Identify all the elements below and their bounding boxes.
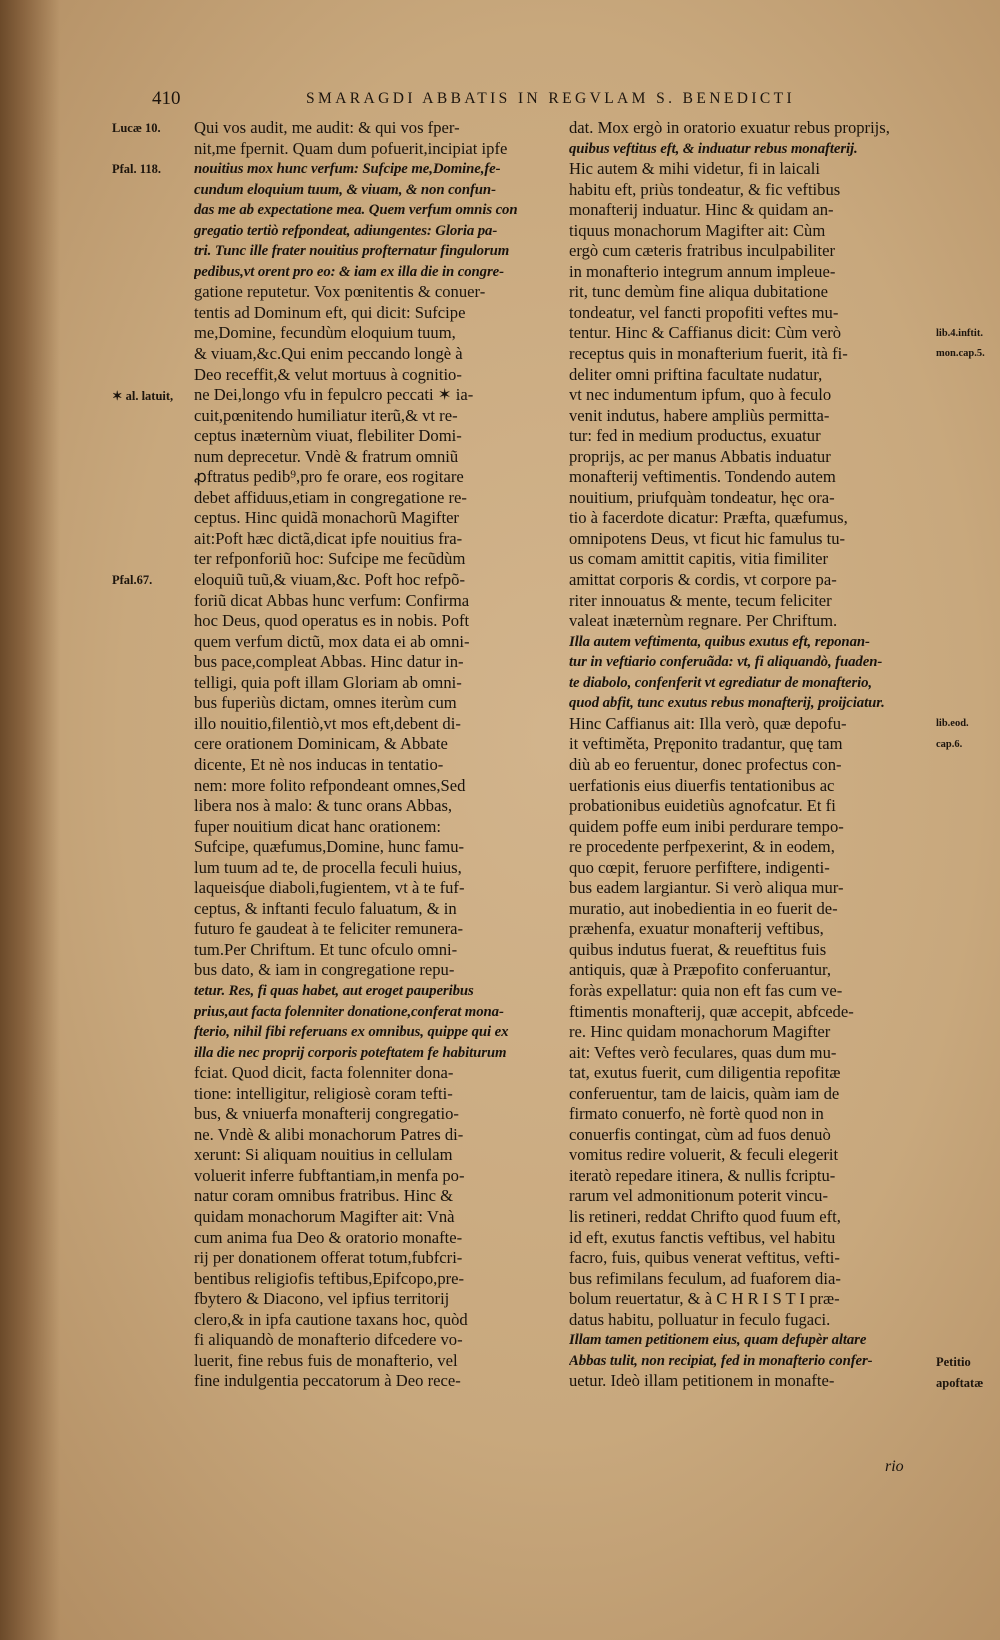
text-line: antiquis, quæ à Præpofito conferuantur, — [569, 960, 832, 980]
text-line: ceptus. Hinc quidã monachorũ Magifter — [194, 508, 459, 528]
text-line: ftimentis monafterij, quæ accepit, abfcede- — [569, 1001, 854, 1021]
margin-note-right: apoftatæ — [936, 1375, 984, 1390]
text-line: firmato conuerfo, nè fortè quod non in — [569, 1104, 824, 1124]
text-line: nit,me fpernit. Quam dum pofuerit,incipiat ipfe — [194, 138, 508, 158]
margin-note-right: Petitio — [936, 1355, 971, 1369]
text-line: pedibus,vt orent pro eo: & iam ex illa die in congre- — [194, 263, 504, 280]
text-line: ceptus inæternùm viuat, flebiliter Domi- — [194, 426, 462, 446]
text-line: bus, & vniuerfa monafterij congregatio- — [194, 1104, 459, 1124]
text-line: quibus indutus fuerat, & reueftitus fuis — [569, 939, 827, 959]
text-line: prius,aut facta folenniter donatione,conferat mona- — [194, 1003, 504, 1020]
text-line: dat. Mox ergò in oratorio exuatur rebus proprijs, — [569, 118, 890, 137]
text-line: amittat corporis & cordis, vt corpore pa- — [569, 570, 837, 590]
text-line: uetur. Ideò illam petitionem in monafte- — [569, 1371, 835, 1391]
text-line: quem verfum dictũ, mox data ei ab omni- — [194, 631, 470, 651]
text-line: foràs expellatur: quia non eft fas cum ve- — [569, 980, 843, 1000]
text-line: us comam amittit capitis, vitia fimiliter — [569, 549, 828, 569]
text-line: tondeatur, vel fancti propofiti veftes mu- — [569, 302, 839, 322]
text-line: cere orationem Dominicam, & Abbate — [194, 734, 448, 754]
text-line: rit, tunc demùm fine aliqua dubitatione — [569, 282, 828, 302]
left-text-column — [194, 118, 550, 1392]
text-line: tur in veftiario conferuãda: vt, fi aliquandò, fuaden- — [569, 654, 883, 671]
text-line: Hinc Caffianus ait: Illa verò, quæ depofu- — [569, 713, 847, 733]
text-line: valeat inæternùm regnare. Per Chriftum. — [569, 611, 838, 631]
text-line: conuerfis contingat, cùm ad fuos denuò — [569, 1124, 831, 1144]
text-line: tur: fed in medium productus, exuatur — [569, 426, 821, 446]
text-line: Deo receffit,& velut mortuus à cognitio- — [194, 364, 462, 384]
text-line: diù ab eo feruentur, donec profectus con- — [569, 754, 842, 774]
text-line: bus eadem largiantur. Si verò aliqua mur- — [569, 878, 844, 898]
text-line: tentur. Hinc & Caffianus dicit: Cùm verò — [569, 323, 842, 343]
text-line: fterio, nihil fibi referuans ex omnibus, quippe qui ex — [194, 1024, 509, 1041]
text-line: te diabolo, confenferit vt egrediatur de monafterio, — [569, 674, 873, 691]
text-line: Qui vos audit, me audit: & qui vos fper- — [194, 118, 460, 137]
text-line: iteratò repedare itinera, & nullis fcriptu- — [569, 1165, 836, 1185]
text-line: bus refimilans feculum, ad fuaforem dia- — [569, 1268, 841, 1288]
text-line: ter refponforiũ hoc: Sufcipe me fecũdùm — [194, 549, 466, 569]
text-line: fuper nouitium dicat hanc orationem: — [194, 816, 441, 836]
text-line: ꝓftratus pedib⁹,pro fe orare, eos rogitare — [194, 467, 464, 487]
text-line: Hic autem & mihi videtur, fi in laicali — [569, 159, 820, 179]
text-line: proprijs, ac per manus Abbatis induatur — [569, 446, 831, 466]
text-line: Illa autem veftimenta, quibus exutus eft, reponan- — [569, 633, 870, 650]
text-line: telligi, quia poft illam Gloriam ab omni- — [194, 672, 462, 692]
text-line: receptus quis in monafterium fuerit, ità fi- — [569, 344, 848, 364]
text-line: tetur. Res, fi quas habet, aut eroget pauperibus — [194, 982, 474, 999]
text-line: re. Hinc quidam monachorum Magifter — [569, 1022, 831, 1042]
margin-note-left: Lucæ 10. — [112, 121, 161, 135]
text-line: muratio, aut inobedientia in eo fuerit de- — [569, 898, 838, 918]
text-line: fine indulgentia peccatorum à Deo rece- — [194, 1371, 461, 1391]
text-line: libera nos à malo: & tunc orans Abbas, — [194, 796, 453, 816]
text-line: præhenfa, exuatur monafterij veftibus, — [569, 919, 824, 939]
text-line: tentis ad Dominum eft, qui dicit: Sufcipe — [194, 302, 466, 322]
text-line: ceptus, & inftanti feculo faluatum, & in — [194, 898, 457, 918]
text-line: in monafterio integrum annum impleue- — [569, 261, 836, 281]
text-line: bus dato, & iam in congregatione repu- — [194, 960, 455, 980]
margin-note-left: ✶ al. latuit, — [112, 389, 174, 404]
text-line: num deprecetur. Vndè & fratrum omniũ — [194, 446, 459, 466]
text-line: ait:Poft hæc dictã,dicat ipfe nouitius fra- — [194, 528, 463, 548]
text-line: bolum reuertatur, & à C H R I S T I præ- — [569, 1289, 840, 1309]
text-line: omnipotens Deus, vt ficut hic famulus tu- — [569, 528, 846, 548]
text-line: cuit,pœnitendo humiliatur iterũ,& vt re- — [194, 405, 458, 425]
text-line: quibus veftitus eft, & induatur rebus monafterij. — [569, 140, 858, 157]
text-line: habitu eft, priùs tondeatur, & fic veftibus — [569, 179, 841, 199]
margin-note-right: lib.4.inftit. — [936, 327, 983, 339]
text-line: cum anima fua Deo & oratorio monafte- — [194, 1227, 463, 1247]
text-line: foriũ dicat Abbas hunc verfum: Confirma — [194, 590, 470, 610]
text-line: xerunt: Si aliquam nouitius in cellulam — [194, 1145, 453, 1165]
text-line: tiquus monachorum Magifter ait: Cùm — [569, 220, 826, 240]
text-line: laqueisq́ue diaboli,fugientem, vt à te fuf- — [194, 878, 465, 898]
text-line: nouitius mox hunc verfum: Sufcipe me,Domine,fe- — [194, 161, 501, 178]
text-line: vt nec indumentum ipfum, quo à feculo — [569, 385, 832, 405]
text-line: bus fuperiùs dictam, omnes iterùm cum — [194, 693, 457, 713]
text-line: datus habitu, polluatur in feculo fugaci. — [569, 1309, 831, 1329]
text-line: ne Dei,longo vfu in fepulcro peccati ✶ ia- — [194, 385, 474, 405]
text-line: quod abfit, tunc exutus rebus monafterij, proijciatur. — [569, 695, 885, 712]
margin-note-right: lib.eod. — [936, 717, 969, 729]
running-head: SMARAGDI ABBATIS IN REGVLAM S. BENEDICTI — [306, 90, 796, 107]
text-line: nem: more folito refpondeant omnes,Sed — [194, 775, 466, 795]
text-line: deliter omni priftina facultate nudatur, — [569, 364, 823, 384]
catchword: rio — [885, 1458, 904, 1475]
text-line: me,Domine, fecundùm eloquium tuum, — [194, 323, 456, 343]
text-line: tri. Tunc ille frater nouitius profternatur fingulorum — [194, 243, 510, 260]
text-line: fi aliquandò de monafterio difcedere vo- — [194, 1330, 463, 1350]
text-line: dicente, Et nè nos inducas in tentatio- — [194, 754, 444, 774]
text-line: id eft, exutus fanctis veftibus, vel habitu — [569, 1227, 836, 1247]
text-line: voluerit inferre fubftantiam,in menfa po- — [194, 1165, 465, 1185]
text-line: quidem poffe eum inibi perdurare tempo- — [569, 816, 844, 836]
text-line: lum tuum ad te, de procella feculi huius, — [194, 857, 462, 877]
margin-note-right: mon.cap.5. — [936, 348, 985, 360]
text-line: illo nouitio,filentiò,vt mos eft,debent di- — [194, 713, 461, 733]
text-line: futuro fe gaudeat à te feliciter remunera- — [194, 919, 464, 939]
page-header — [148, 88, 908, 114]
text-line: rij per donationem offerat totum,fubfcri- — [194, 1248, 463, 1268]
text-line: riter innouatus & mente, tecum feliciter — [569, 590, 832, 610]
text-line: it veftiměta, Pręponito tradantur, quę tam — [569, 734, 843, 754]
margin-note-left: Pfal.67. — [112, 573, 153, 588]
text-line: fciat. Quod dicit, facta folenniter dona- — [194, 1063, 454, 1083]
text-line: rarum vel admonitionum poterit vincu- — [569, 1186, 828, 1206]
text-line: monafterij induatur. Hinc & quidam an- — [569, 200, 834, 220]
text-line: gatione reputetur. Vox pœnitentis & conuer- — [194, 282, 486, 302]
text-line: uerfationis eius diuerfis tentationibus ac — [569, 775, 835, 795]
text-line: eloquiũ tuũ,& viuam,&c. Poft hoc refpõ- — [194, 570, 465, 590]
text-line: Abbas tulit, non recipiat, fed in monafterio confer- — [569, 1352, 873, 1369]
text-line: bentibus religiofis teftibus,Epifcopo,pre- — [194, 1268, 465, 1288]
right-text-column — [569, 118, 945, 1392]
margin-note-left: Pfal. 118. — [112, 162, 161, 177]
text-line: facro, fuis, quibus venerat veftitus, vefti- — [569, 1248, 840, 1268]
text-line: conferuentur, tam de laicis, quàm iam de — [569, 1083, 840, 1103]
text-line: illa die nec proprij corporis poteftatem fe habiturum — [194, 1044, 507, 1061]
text-line: hoc Deus, quod operatus es in nobis. Poft — [194, 611, 470, 631]
text-line: monafterij veftimentis. Tondendo autem — [569, 467, 836, 487]
text-line: tat, exutus fuerit, cum diligentia repofitæ — [569, 1063, 841, 1083]
text-line: Sufcipe, quæfumus,Domine, hunc famu- — [194, 837, 465, 857]
text-line: fbytero & Diacono, vel ipfius territorij — [194, 1289, 450, 1309]
text-line: probationibus euidetiùs agnofcatur. Et fi — [569, 796, 836, 816]
text-line: bus pace,compleat Abbas. Hinc datur in- — [194, 652, 464, 672]
text-line: das me ab expectatione mea. Quem verfum omnis con — [194, 202, 518, 219]
text-line: natur coram omnibus fratribus. Hinc & — [194, 1186, 453, 1206]
page-number: 410 — [152, 88, 181, 109]
text-line: & viuam,&c.Qui enim peccando longè à — [194, 344, 463, 364]
margin-note-right: cap.6. — [936, 738, 963, 750]
text-line: tum.Per Chriftum. Et tunc ofculo omni- — [194, 939, 458, 959]
text-line: clero,& in ipfa cautione taxans hoc, quòd — [194, 1309, 468, 1329]
text-line: gregatio tertiò refpondeat, adiungentes: Gloria pa- — [194, 222, 498, 239]
text-line: debet affiduus,etiam in congregatione re- — [194, 487, 467, 507]
text-line: vomitus redire voluerit, & feculi elegerit — [569, 1145, 839, 1165]
text-line: re procedente perfpexerint, & in eodem, — [569, 837, 835, 857]
text-line: quidam monachorum Magifter ait: Vnà — [194, 1206, 455, 1226]
text-line: tio à facerdote dicatur: Præfta, quæfumus, — [569, 508, 848, 528]
text-line: quo cœpit, feruore perfiftere, indigenti- — [569, 857, 830, 877]
text-line: lis retineri, reddat Chrifto quod fuum eft, — [569, 1206, 841, 1226]
text-line: Illam tamen petitionem eius, quam defupèr altare — [569, 1332, 867, 1349]
text-line: luerit, fine rebus fuis de monafterio, vel — [194, 1350, 458, 1370]
page-gutter-shadow — [0, 0, 60, 1640]
text-line: tione: intelligitur, religiosè coram tefti- — [194, 1083, 453, 1103]
text-line: ergò cum cæteris fratribus inculpabiliter — [569, 241, 836, 261]
text-line: cundum eloquium tuum, & viuam, & non confun- — [194, 181, 496, 198]
text-line: nouitium, priufquàm tondeatur, hęc ora- — [569, 487, 835, 507]
text-line: ne. Vndè & alibi monachorum Patres di- — [194, 1124, 464, 1144]
text-line: venit indutus, habere ampliùs permitta- — [569, 405, 830, 425]
text-line: ait: Veftes verò feculares, quas dum mu- — [569, 1042, 837, 1062]
